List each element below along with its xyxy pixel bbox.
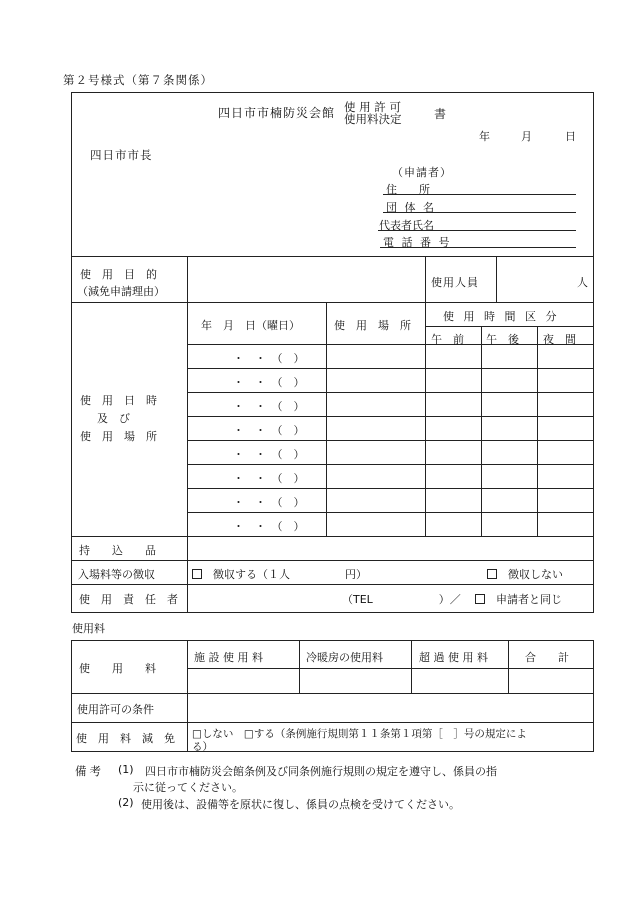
schedule-row-date[interactable]: ・ ・ （ ）: [233, 448, 305, 461]
fee-section-title: 使用料: [72, 622, 105, 635]
schedule-and-label: 及 び: [97, 412, 130, 425]
addressee: 四日市市長: [90, 148, 153, 162]
phone-label: 電 話 番 号: [383, 236, 452, 249]
phone-line[interactable]: [380, 247, 576, 248]
applicant-label: （申請者）: [392, 166, 452, 179]
address-label: 住 所: [386, 183, 430, 196]
responsible-person-label: 使 用 責 任 者: [79, 593, 178, 606]
collect-checkbox[interactable]: [192, 569, 202, 579]
facility-name: 四日市市楠防災会館: [218, 106, 336, 120]
schedule-row-date[interactable]: ・ ・ （ ）: [233, 400, 305, 413]
pm-column-header: 午 後: [486, 333, 519, 346]
responsible-tel[interactable]: （TEL ）／: [342, 593, 461, 606]
schedule-row-date[interactable]: ・ ・ （ ）: [233, 352, 305, 365]
reduction-reason-label: （減免申請理由）: [77, 285, 165, 298]
group-name-label: 団 体 名: [386, 201, 436, 214]
ac-fee-header: 冷暖房の使用料: [306, 651, 383, 664]
no-collect-option[interactable]: 徴収しない: [487, 566, 563, 582]
am-column-header: 午 前: [431, 333, 464, 346]
fee-reduction-label: 使 用 料 減 免: [76, 732, 175, 745]
fee-reduction-text-cont: る）: [192, 741, 213, 753]
purpose-label: 使 用 目 的: [80, 268, 157, 281]
time-category-header: 使 用 時 間 区 分: [443, 310, 560, 323]
date-month: 月: [521, 130, 532, 143]
doc-type-permit: 使 用 許 可: [344, 100, 401, 114]
doc-type-fee-decision: 使用料決定: [344, 112, 402, 126]
note-2-text: 使用後は、設備等を原状に復し、係員の点検を受けてください。: [141, 798, 460, 811]
overtime-fee-header: 超 過 使 用 料: [419, 651, 488, 664]
same-as-applicant-checkbox[interactable]: [475, 594, 485, 604]
fee-label: 使 用 料: [79, 662, 156, 675]
date-year: 年: [479, 130, 490, 143]
total-header: 合 計: [525, 651, 569, 664]
user-count-unit: 人: [577, 276, 588, 289]
representative-line[interactable]: [378, 230, 576, 231]
schedule-row-date[interactable]: ・ ・ （ ）: [233, 376, 305, 389]
doc-suffix: 書: [434, 107, 447, 121]
note-1-text-cont: 示に従ってください。: [133, 781, 243, 794]
application-form-frame: [71, 92, 594, 613]
schedule-row-date[interactable]: ・ ・ （ ）: [233, 424, 305, 437]
schedule-row-date[interactable]: ・ ・ （ ）: [233, 520, 305, 533]
notes-label: 備考: [75, 764, 104, 778]
date-column-header: 年 月 日（曜日）: [201, 319, 300, 332]
address-line[interactable]: [383, 194, 576, 195]
fee-collection-label: 入場料等の徴収: [78, 568, 155, 581]
representative-label: 代表者氏名: [379, 219, 434, 232]
note-1-number: (1): [118, 763, 134, 776]
note-2-number: (2): [118, 796, 134, 809]
schedule-place-label: 使 用 場 所: [80, 430, 157, 443]
schedule-label: 使 用 日 時: [80, 394, 157, 407]
permit-conditions-label: 使用許可の条件: [77, 703, 154, 716]
fee-reduction-text[interactable]: □しない □する（条例施行規則第１１条第１項第［ ］号の規定によ: [192, 728, 527, 740]
no-collect-checkbox[interactable]: [487, 569, 497, 579]
user-count-label: 使用人員: [431, 276, 479, 289]
collect-option[interactable]: 徴収する（１人 円）: [192, 566, 367, 582]
facility-fee-header: 施 設 使 用 料: [194, 651, 263, 664]
items-label: 持 込 品: [79, 544, 156, 557]
date-day: 日: [565, 130, 576, 143]
form-number-label: 第２号様式（第７条関係）: [63, 73, 213, 87]
same-as-applicant-option[interactable]: 申請者と同じ: [475, 591, 562, 607]
group-name-line[interactable]: [383, 212, 576, 213]
place-column-header: 使 用 場 所: [334, 319, 411, 332]
night-column-header: 夜 間: [543, 333, 576, 346]
schedule-row-date[interactable]: ・ ・ （ ）: [233, 472, 305, 485]
note-1-text: 四日市市楠防災会館条例及び同条例施行規則の規定を遵守し、係員の指: [145, 765, 497, 778]
schedule-row-date[interactable]: ・ ・ （ ）: [233, 496, 305, 509]
